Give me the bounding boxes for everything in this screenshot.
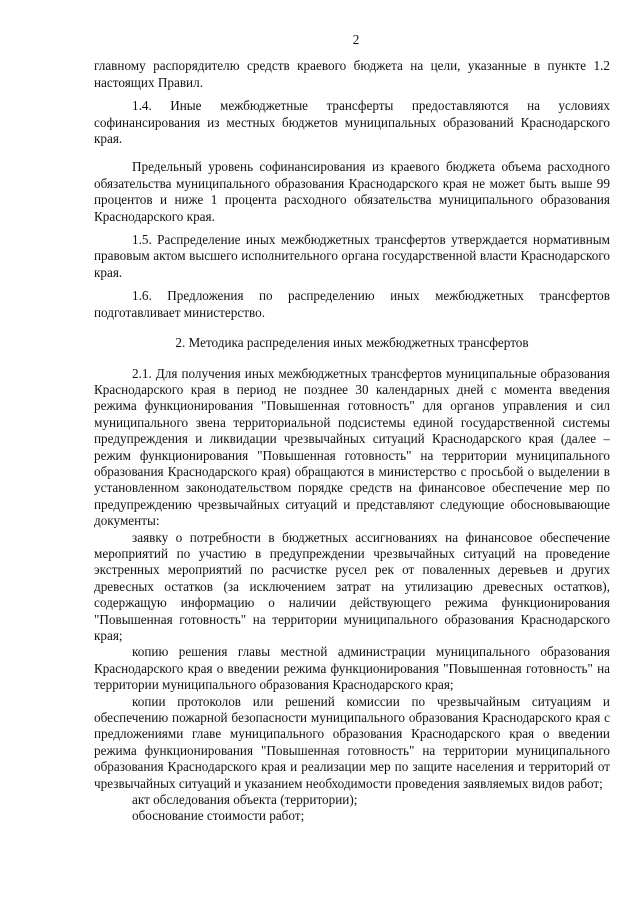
list-item-decision-copy: копию решения главы местной администрации муниципального образования Краснодарского края о введении режима функционирования "Повышенная готовность" на территории муниципального образования Краснодарского края; [94, 644, 610, 693]
list-item-protocol-copies: копии протоколов или решений комиссии по чрезвычайным ситуациям и обеспечению пожарной безопасности муниципального образования Краснодарского края с предложениями главе муниципального образования Краснодарского края о введении режима функционирования "Повышенная готовность" на территории муниципального образования Краснодарского края и реализации мер по защите населения и территорий от чрезвычайных ситуаций и указанием необходимости проведения заявляемых видов работ; [94, 693, 610, 791]
section-heading: 2. Методика распределения иных межбюджетных трансфертов [175, 335, 529, 351]
paragraph-1-4: 1.4. Иные межбюджетные трансферты предоставляются на условиях софинансирования из местных бюджетов муниципальных образований Краснодарского края. [94, 98, 610, 147]
paragraph-1-6: 1.6. Предложения по распределению иных межбюджетных трансфертов подготавливает министерство. [94, 288, 610, 320]
list-item-inspection-act: акт обследования объекта (территории); [132, 792, 358, 808]
paragraph-continuation: главному распорядителю средств краевого бюджета на цели, указанные в пункте 1.2 настоящих Правил. [94, 58, 610, 90]
list-item-cost-justification: обоснование стоимости работ; [132, 808, 305, 824]
paragraph-2-1: 2.1. Для получения иных межбюджетных трансфертов муниципальные образования Краснодарского края в период не позднее 30 календарных дней с момента введения режима функционирования "Повышенная готовность" для органов управления и сил муниципального звена территориальной подсистемы единой государственной системы предупреждения и ликвидации чрезвычайных ситуаций Краснодарского края (далее – режим функционирования "Повышенная готовность" на территории муниципального образования Краснодарского края) обращаются в министерство с просьбой о выделении в установленном законодательством порядке средств на финансовое обеспечение мер по предупреждению чрезвычайных ситуаций и представляют следующие обосновывающие документы: [94, 365, 610, 529]
paragraph-cofinancing-limit: Предельный уровень софинансирования из краевого бюджета объема расходного обязательства муниципального образования Краснодарского края не может быть выше 99 процентов и ниже 1 процента расходного обязательства муниципального образования Краснодарского края. [94, 159, 610, 224]
page-number: 2 [352, 32, 360, 47]
list-item-application: заявку о потребности в бюджетных ассигнованиях на финансовое обеспечение мероприятий по участию в предупреждении чрезвычайных ситуаций на проведение экстренных мероприятий по расчистке русел рек от поваленных деревьев и других древесных остатков (за исключением затрат на утилизацию древесных остатков), содержащую информацию о наличии действующего режима функционирования "Повышенная готовность" на территории муниципального образования Краснодарского края; [94, 529, 610, 643]
paragraph-1-5: 1.5. Распределение иных межбюджетных трансфертов утверждается нормативным правовым актом высшего исполнительного органа государственной власти Краснодарского края. [94, 232, 610, 280]
